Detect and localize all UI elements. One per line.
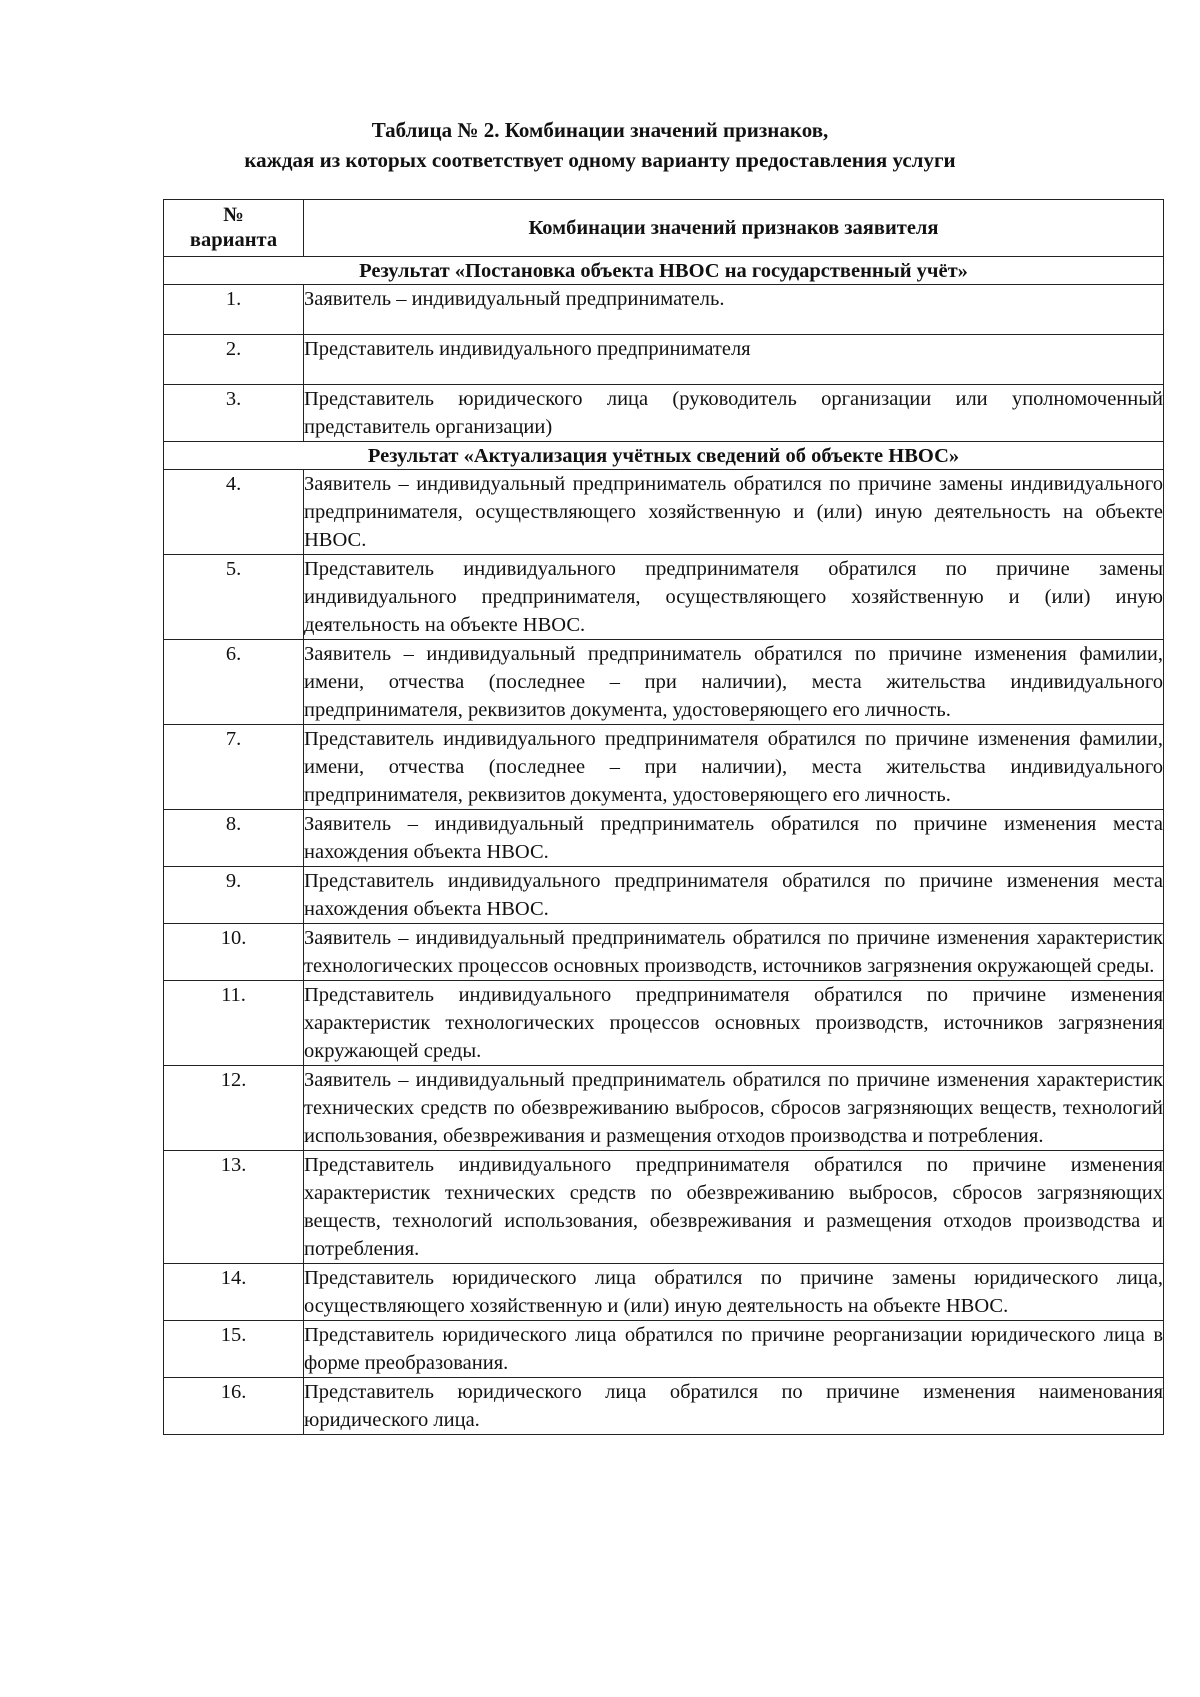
table-header-row xyxy=(164,200,1164,257)
variant-description: Представитель юридического лица (руководитель организации или уполномоченный представитель организации) xyxy=(304,385,1164,442)
variant-number: 2. xyxy=(164,335,304,385)
variant-description: Заявитель – индивидуальный предприниматель обратился по причине изменения характеристик технологических процессов основных производств, источников загрязнения окружающей среды. xyxy=(304,924,1164,981)
variant-description: Представитель юридического лица обратился по причине замены юридического лица, осуществляющего хозяйственную и (или) иную деятельность на объекте НВОС. xyxy=(304,1264,1164,1321)
table-row xyxy=(164,640,1164,725)
variant-description: Представитель индивидуального предпринимателя обратился по причине изменения места нахождения объекта НВОС. xyxy=(304,867,1164,924)
variant-number: 12. xyxy=(164,1066,304,1151)
variant-description: Заявитель – индивидуальный предприниматель обратился по причине изменения характеристик технических средств по обезвреживанию выбросов, сбросов загрязняющих веществ, технологий использования, обезвреживания и размещения отходов производства и потребления. xyxy=(304,1066,1164,1151)
table-row xyxy=(164,1151,1164,1264)
variant-number: 7. xyxy=(164,725,304,810)
variant-description: Представитель индивидуального предпринимателя xyxy=(304,335,1164,385)
variant-description: Представитель индивидуального предпринимателя обратился по причине изменения характеристик технических средств по обезвреживанию выбросов, сбросов загрязняющих веществ, технологий использования, обезвреживания и размещения отходов производства и потребления. xyxy=(304,1151,1164,1264)
variant-number: 10. xyxy=(164,924,304,981)
section-row xyxy=(164,257,1164,285)
table-body xyxy=(164,257,1164,1435)
table-row xyxy=(164,1378,1164,1435)
section-title: Результат «Актуализация учётных сведений об объекте НВОС» xyxy=(164,442,1164,470)
table-row xyxy=(164,470,1164,555)
variant-number: 3. xyxy=(164,385,304,442)
table-row xyxy=(164,335,1164,385)
header-variant-word: варианта xyxy=(189,229,278,251)
section-title: Результат «Постановка объекта НВОС на государственный учёт» xyxy=(164,257,1164,285)
variants-table xyxy=(163,199,1164,1435)
table-row xyxy=(164,1321,1164,1378)
table-row xyxy=(164,924,1164,981)
table-row xyxy=(164,1264,1164,1321)
variant-number: 13. xyxy=(164,1151,304,1264)
table-row xyxy=(164,1066,1164,1151)
caption-line-1: Таблица № 2. Комбинации значений признаков, xyxy=(371,118,829,142)
variant-number: 6. xyxy=(164,640,304,725)
variant-number: 11. xyxy=(164,981,304,1066)
variant-number: 16. xyxy=(164,1378,304,1435)
variant-description: Заявитель – индивидуальный предприниматель обратился по причине изменения фамилии, имени, отчества (последнее – при наличии), места жительства индивидуального предпринимателя, реквизитов документа, удостоверяющего его личность. xyxy=(304,640,1164,725)
table-row xyxy=(164,867,1164,924)
variant-description: Представитель юридического лица обратился по причине реорганизации юридического лица в форме преобразования. xyxy=(304,1321,1164,1378)
variant-description: Заявитель – индивидуальный предприниматель. xyxy=(304,285,1164,335)
header-variant-number xyxy=(164,200,304,257)
variant-description: Представитель индивидуального предпринимателя обратился по причине замены индивидуального предпринимателя, осуществляющего хозяйственную и (или) иную деятельность на объекте НВОС. xyxy=(304,555,1164,640)
variant-number: 15. xyxy=(164,1321,304,1378)
variant-description: Представитель юридического лица обратился по причине изменения наименования юридического лица. xyxy=(304,1378,1164,1435)
variant-description: Заявитель – индивидуальный предприниматель обратился по причине замены индивидуального предпринимателя, осуществляющего хозяйственную и (или) иную деятельность на объекте НВОС. xyxy=(304,470,1164,555)
table-row xyxy=(164,725,1164,810)
header-combinations: Комбинации значений признаков заявителя xyxy=(304,200,1164,257)
table-row xyxy=(164,285,1164,335)
section-row xyxy=(164,442,1164,470)
table-row xyxy=(164,810,1164,867)
variant-description: Представитель индивидуального предпринимателя обратился по причине изменения характеристик технологических процессов основных производств, источников загрязнения окружающей среды. xyxy=(304,981,1164,1066)
variant-number: 9. xyxy=(164,867,304,924)
variant-number: 1. xyxy=(164,285,304,335)
variant-number: 14. xyxy=(164,1264,304,1321)
variant-number: 5. xyxy=(164,555,304,640)
table-row xyxy=(164,555,1164,640)
variant-number: 8. xyxy=(164,810,304,867)
variant-description: Заявитель – индивидуальный предприниматель обратился по причине изменения места нахождения объекта НВОС. xyxy=(304,810,1164,867)
variant-description: Представитель индивидуального предпринимателя обратился по причине изменения фамилии, имени, отчества (последнее – при наличии), места жительства индивидуального предпринимателя, реквизитов документа, удостоверяющего его личность. xyxy=(304,725,1164,810)
table-row xyxy=(164,385,1164,442)
table-row xyxy=(164,981,1164,1066)
header-number-sign: № xyxy=(223,204,244,226)
variant-number: 4. xyxy=(164,470,304,555)
caption-line-2: каждая из которых соответствует одному варианту предоставления услуги xyxy=(244,148,956,172)
table-caption xyxy=(0,115,1200,175)
